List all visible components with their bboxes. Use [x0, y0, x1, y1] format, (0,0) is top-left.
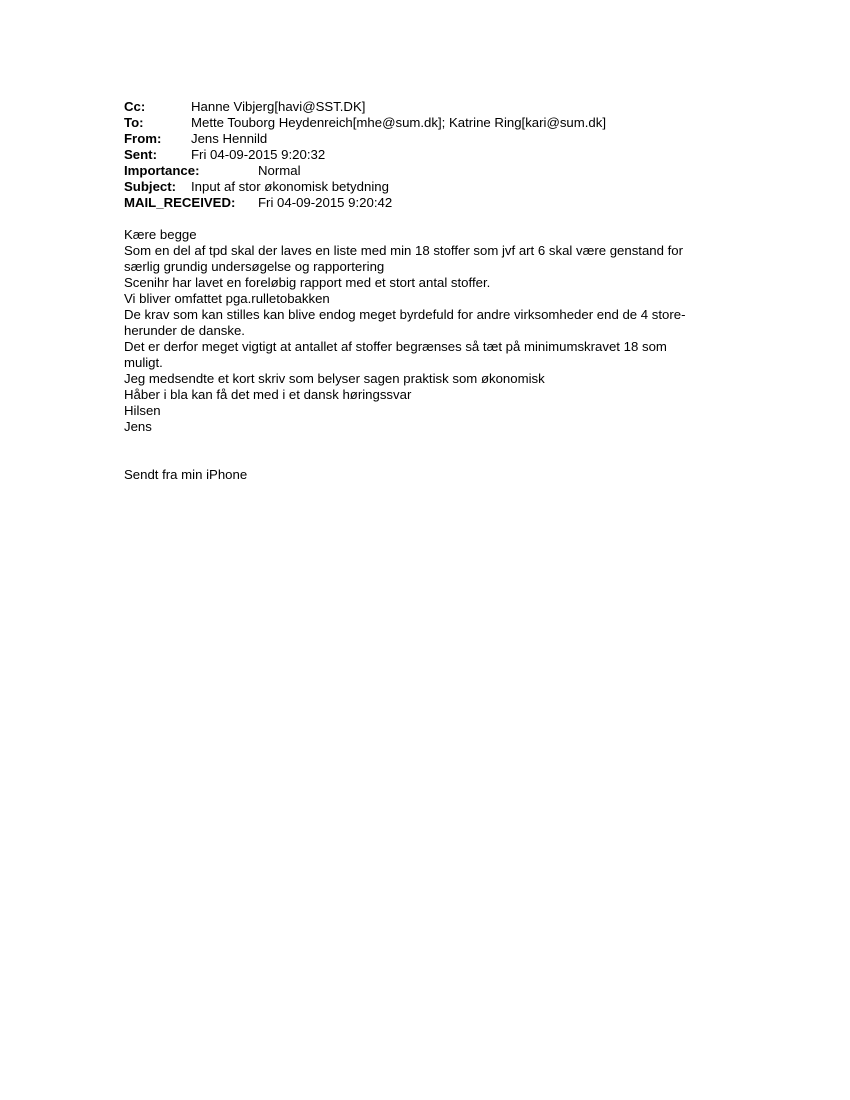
importance-row — [124, 163, 764, 179]
from-label: From: — [124, 131, 162, 146]
cc-label: Cc: — [124, 99, 146, 114]
email-body — [124, 227, 724, 435]
body-line: De krav som kan stilles kan blive endog meget byrdefuld for andre virksomheder end de 4 store- — [124, 307, 686, 322]
body-line: Vi bliver omfattet pga.rulletobakken — [124, 291, 330, 306]
subject-label: Subject: — [124, 179, 177, 194]
sent-value: Fri 04-09-2015 9:20:32 — [191, 147, 326, 162]
email-signature: Sendt fra min iPhone — [124, 467, 248, 482]
body-line: herunder de danske. — [124, 323, 245, 338]
cc-row — [124, 99, 764, 115]
body-line: Det er derfor meget vigtigt at antallet af stoffer begrænses så tæt på minimumskravet 18 som — [124, 339, 667, 354]
subject-row — [124, 179, 764, 195]
to-row — [124, 115, 764, 131]
to-value: Mette Touborg Heydenreich[mhe@sum.dk]; Katrine Ring[kari@sum.dk] — [191, 115, 607, 130]
body-line: særlig grundig undersøgelse og rapportering — [124, 259, 385, 274]
from-value: Jens Hennild — [191, 131, 268, 146]
sent-label: Sent: — [124, 147, 157, 162]
body-line: Scenihr har lavet en foreløbig rapport med et stort antal stoffer. — [124, 275, 491, 290]
mail-received-row — [124, 195, 764, 211]
from-row — [124, 131, 764, 147]
body-line: muligt. — [124, 355, 163, 370]
body-line: Kære begge — [124, 227, 197, 242]
sent-row — [124, 147, 764, 163]
body-line: Som en del af tpd skal der laves en liste med min 18 stoffer som jvf art 6 skal være genstand for — [124, 243, 684, 258]
importance-label: Importance: — [124, 163, 200, 178]
importance-value: Normal — [258, 163, 301, 178]
cc-value: Hanne Vibjerg[havi@SST.DK] — [191, 99, 366, 114]
subject-value: Input af stor økonomisk betydning — [191, 179, 389, 194]
body-line: Hilsen — [124, 403, 161, 418]
body-line: Jeg medsendte et kort skriv som belyser sagen praktisk som økonomisk — [124, 371, 545, 386]
email-header — [124, 99, 764, 211]
mail-received-label: MAIL_RECEIVED: — [124, 195, 236, 210]
to-label: To: — [124, 115, 144, 130]
body-line: Jens — [124, 419, 152, 434]
body-line: Håber i bla kan få det med i et dansk høringssvar — [124, 387, 412, 402]
mail-received-value: Fri 04-09-2015 9:20:42 — [258, 195, 393, 210]
